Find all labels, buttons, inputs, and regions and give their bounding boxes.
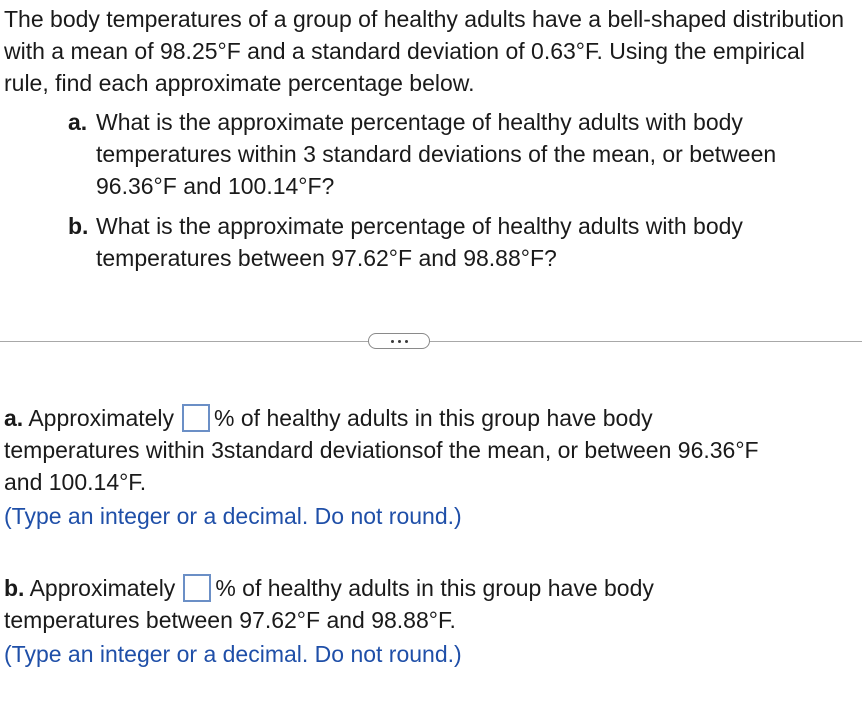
answer-a-letter: a. xyxy=(4,405,24,431)
answer-b-line-2: temperatures between 97.62°F and 98.88°F. xyxy=(4,607,456,633)
expand-more-button[interactable] xyxy=(368,333,430,349)
answer-b-line-1 xyxy=(4,572,860,604)
part-a-text: What is the approximate percentage of healthy adults with body temperatures within 3 standard deviations of the mean, or between 96.36°F and 100.14°F? xyxy=(96,109,777,199)
ellipsis-dot-icon xyxy=(398,340,401,343)
part-a-letter: a. xyxy=(68,109,88,135)
answer-b-hint: (Type an integer or a decimal. Do not round.) xyxy=(4,641,462,667)
answer-part-a xyxy=(4,402,860,532)
ellipsis-dot-icon xyxy=(405,340,408,343)
question-part-b xyxy=(68,210,858,274)
answer-b-prefix: Approximately xyxy=(29,575,176,601)
question-part-a xyxy=(68,106,858,202)
answer-a-suffix: % of healthy adults in this group have body xyxy=(214,405,653,431)
answer-a-line-3: and 100.14°F. xyxy=(4,469,147,495)
answer-part-b xyxy=(4,572,860,670)
answer-a-hint: (Type an integer or a decimal. Do not round.) xyxy=(4,503,462,529)
part-b-text: What is the approximate percentage of healthy adults with body temperatures between 97.62°F and 98.88°F? xyxy=(96,213,743,271)
answer-b-letter: b. xyxy=(4,575,25,601)
answer-a-line-1 xyxy=(4,402,860,434)
ellipsis-dot-icon xyxy=(391,340,394,343)
answer-a-prefix: Approximately xyxy=(28,405,175,431)
answer-a-line-2: temperatures within 3standard deviationsof the mean, or between 96.36°F xyxy=(4,437,759,463)
part-b-letter: b. xyxy=(68,213,89,239)
answer-b-suffix: % of healthy adults in this group have body xyxy=(215,575,654,601)
answer-a-input[interactable] xyxy=(182,404,210,432)
section-divider xyxy=(0,341,862,342)
answer-b-input[interactable] xyxy=(183,574,211,602)
question-intro: The body temperatures of a group of healthy adults have a bell-shaped distribution with a mean of 98.25°F and a standard deviation of 0.63°F. Using the empirical rule, find each approximate percentage below. xyxy=(4,6,845,96)
